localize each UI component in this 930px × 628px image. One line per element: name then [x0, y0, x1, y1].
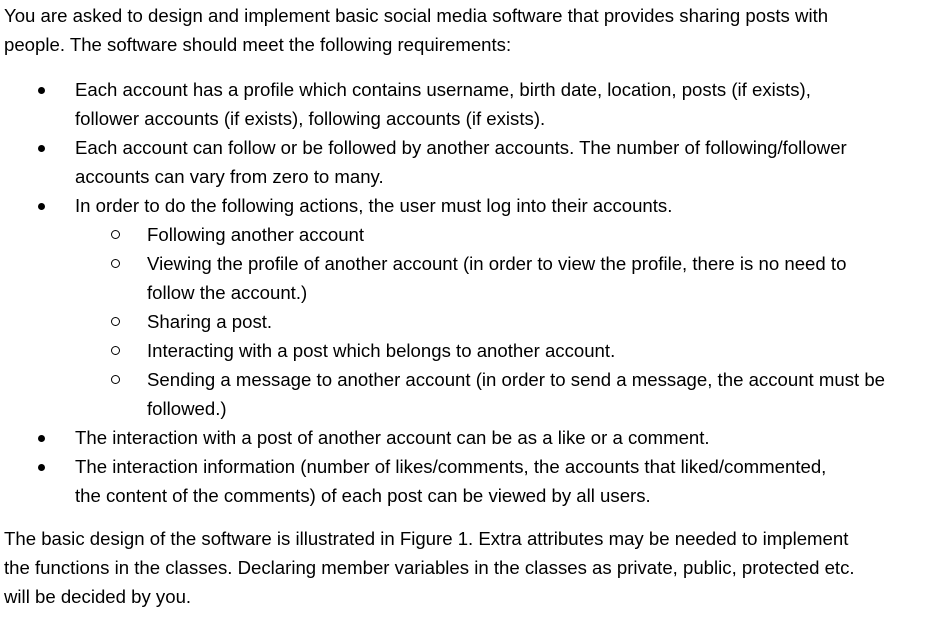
hollow-circle-icon: [111, 375, 120, 384]
sub-list-item: [75, 307, 930, 336]
bullet-dot-icon: [38, 145, 45, 152]
list-item-line: The interaction with a post of another account can be as a like or a comment.: [75, 427, 710, 448]
hollow-circle-icon: [111, 317, 120, 326]
list-item-line: In order to do the following actions, the user must log into their accounts.: [75, 195, 673, 216]
intro-paragraph: [4, 1, 930, 59]
closing-line: will be decided by you.: [4, 586, 192, 607]
sub-list-item-line: Following another account: [147, 224, 365, 245]
closing-line: the functions in the classes. Declaring member variables in the classes as private, public, protected etc.: [4, 557, 855, 578]
list-item: [4, 133, 930, 191]
closing-line: The basic design of the software is illustrated in Figure 1. Extra attributes may be needed to implement: [4, 528, 849, 549]
list-item: [4, 452, 930, 510]
hollow-circle-icon: [111, 259, 120, 268]
sub-list-item: [75, 336, 930, 365]
sub-list-item-line: Viewing the profile of another account (in order to view the profile, there is no need to: [147, 253, 847, 274]
sub-list-item-line: Interacting with a post which belongs to another account.: [147, 340, 616, 361]
list-item-line: Each account can follow or be followed by another accounts. The number of following/follower: [75, 137, 847, 158]
list-item-line: accounts can vary from zero to many.: [75, 166, 384, 187]
list-item-line: The interaction information (number of likes/comments, the accounts that liked/commented,: [75, 456, 827, 477]
list-item: [4, 423, 930, 452]
list-item: [4, 75, 930, 133]
sub-list-item: [75, 220, 930, 249]
list-item: [4, 191, 930, 423]
bullet-dot-icon: [38, 203, 45, 210]
closing-paragraph: [4, 524, 930, 611]
sub-list-item: [75, 365, 930, 423]
intro-line: You are asked to design and implement basic social media software that provides sharing posts with: [4, 5, 829, 26]
list-item-line: Each account has a profile which contains username, birth date, location, posts (if exists),: [75, 79, 811, 100]
intro-line: people. The software should meet the following requirements:: [4, 34, 512, 55]
sub-list-item-line: Sending a message to another account (in order to send a message, the account must be: [147, 369, 886, 390]
list-item-line: the content of the comments) of each post can be viewed by all users.: [75, 485, 651, 506]
hollow-circle-icon: [111, 346, 120, 355]
actions-sublist: [75, 220, 930, 423]
list-item-line: follower accounts (if exists), following accounts (if exists).: [75, 108, 546, 129]
bullet-dot-icon: [38, 464, 45, 471]
requirements-list: [4, 75, 930, 510]
sub-list-item-line: followed.): [147, 398, 227, 419]
hollow-circle-icon: [111, 230, 120, 239]
document-page: [4, 1, 930, 611]
bullet-dot-icon: [38, 435, 45, 442]
sub-list-item-line: follow the account.): [147, 282, 308, 303]
bullet-dot-icon: [38, 87, 45, 94]
sub-list-item-line: Sharing a post.: [147, 311, 273, 332]
sub-list-item: [75, 249, 930, 307]
